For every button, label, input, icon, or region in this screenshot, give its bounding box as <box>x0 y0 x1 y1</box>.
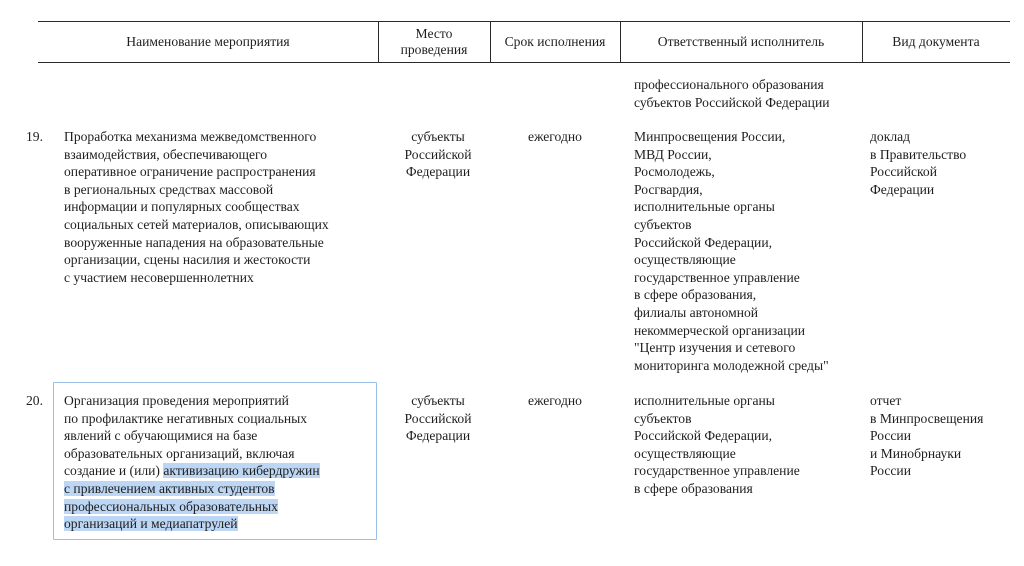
row-number: 20. <box>26 393 43 408</box>
row-name[interactable]: Организация проведения мероприятий по профилактике негативных социальных явлений с обучающимися на базе образовательных организаций, включая создание и (или) активизацию кибердружин с привлечением активных студентов профессиональных образовательных организаций и медиапатрулей <box>64 393 320 532</box>
row-deadline: ежегодно <box>528 393 582 408</box>
row-responsible: исполнительные органы субъектов Российской Федерации, осуществляющие государственное управление в сфере образования <box>634 393 800 496</box>
highlighted-text[interactable]: профессиональных образовательных <box>64 498 278 514</box>
header-name <box>38 21 378 63</box>
header-responsible-label: Ответственный исполнитель <box>657 34 825 49</box>
header-place <box>378 21 490 63</box>
header-doc-type <box>862 21 1010 63</box>
header-responsible <box>620 21 862 63</box>
row-doc-type: доклад в Правительство Российской Федерации <box>870 129 967 197</box>
header-place-label: проведения <box>400 42 468 57</box>
row-place: субъекты Российской Федерации <box>404 129 472 180</box>
row-deadline: ежегодно <box>528 129 582 144</box>
row-name[interactable]: Проработка механизма межведомственного взаимодействия, обеспечивающего оперативное ограничение распространения в региональных средствах массовой информации и популярных сообществах социальных сетей материалов, описывающих вооруженные нападения на образовательные организации, сцены насилия и жестокости с участием несовершеннолетних <box>64 129 329 285</box>
header-name-label: Наименование мероприятия <box>126 34 290 49</box>
header-deadline-label: Срок исполнения <box>504 34 606 49</box>
header-place-label: Место <box>415 26 453 41</box>
row-responsible: Минпросвещения России, МВД России, Росмолодежь, Росгвардия, исполнительные органы субъектов Российской Федерации, осуществляющие государственное управление в сфере образования, филиалы автономной некоммерческой организации "Центр изучения и сетевого мониторинга молодежной среды" <box>634 129 829 373</box>
highlighted-text[interactable]: организаций и медиапатрулей <box>64 516 238 532</box>
row-doc-type: отчет в Минпросвещения России и Минобрнауки России <box>870 393 984 479</box>
row-place: субъекты Российской Федерации <box>404 393 472 444</box>
row-number: 19. <box>26 129 43 144</box>
header-doc-type-label: Вид документа <box>892 34 980 49</box>
continuation-responsible: профессионального образования субъектов Российской Федерации <box>634 77 830 110</box>
highlighted-text[interactable]: с привлечением активных студентов <box>64 480 275 496</box>
header-deadline <box>490 21 620 63</box>
highlighted-text[interactable]: активизацию кибердружин <box>163 463 320 479</box>
